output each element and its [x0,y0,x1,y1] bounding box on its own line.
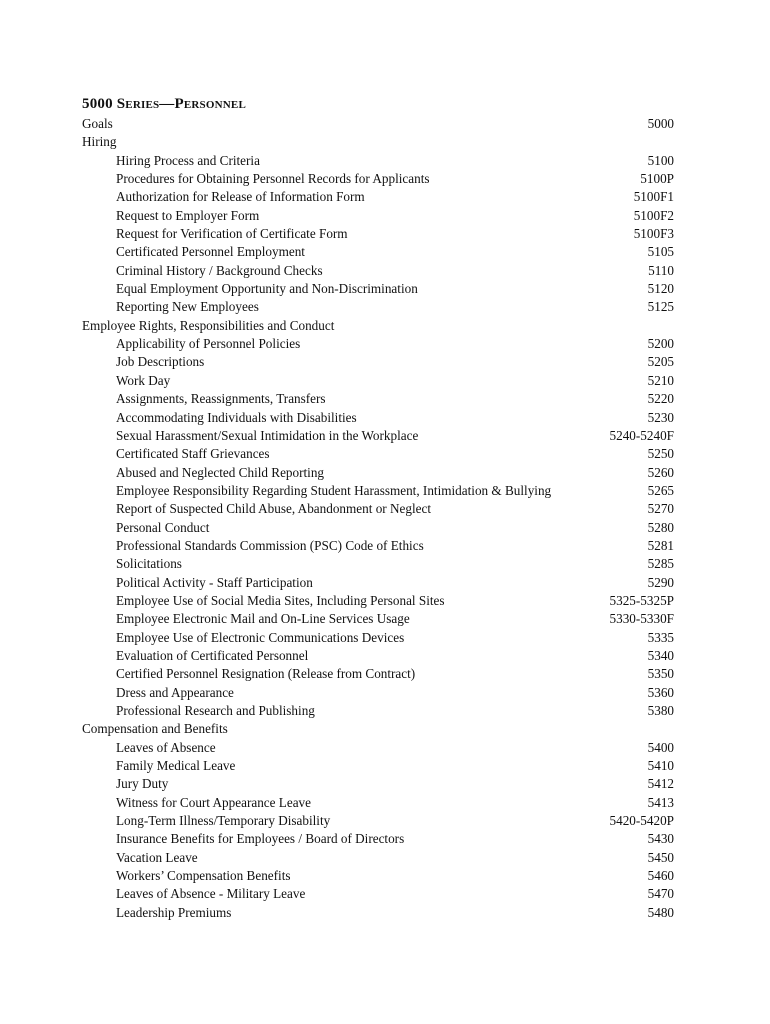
toc-entry [82,610,674,628]
toc-entry-label: Hiring [82,134,117,150]
toc-entry-page: 5205 [647,354,674,370]
toc-entry-label: Leaves of Absence - Military Leave [116,886,306,902]
toc-entry-label: Insurance Benefits for Employees / Board of Directors [116,831,405,847]
toc-entry-label: Witness for Court Appearance Leave [116,794,312,810]
toc-entry [82,225,674,243]
toc-entry [82,665,674,683]
toc-entry [82,170,674,188]
toc-entry [82,519,674,537]
toc-entry [82,188,674,206]
toc-entry-label: Employee Use of Social Media Sites, Including Personal Sites [116,592,445,608]
toc-entry-label: Employee Rights, Responsibilities and Conduct [82,317,335,333]
toc-entry-label: Family Medical Leave [116,758,236,774]
toc-entry-page: 5380 [647,703,674,718]
toc-entry-label: Vacation Leave [116,849,198,865]
toc-entry-page: 5413 [647,794,674,810]
toc-entry-label: Job Descriptions [116,354,205,370]
toc-entry-page: 5100F2 [633,207,674,223]
toc-entry [82,849,674,867]
toc-entry-label: Reporting New Employees [116,299,259,315]
toc-entry-label: Criminal History / Background Checks [116,262,323,278]
toc-section-heading [82,115,674,133]
toc-entry-page: 5410 [647,758,674,774]
toc-entry-page: 5265 [647,482,674,498]
toc-entry [82,353,674,371]
toc-entry-label: Certificated Staff Grievances [116,446,270,462]
toc-entry-page: 5285 [647,556,674,572]
toc-entry-label: Jury Duty [116,776,169,792]
toc-entry-label: Goals [82,116,113,131]
toc-entry [82,794,674,812]
toc-entry [82,647,674,665]
toc-entry [82,152,674,170]
toc-entry-page: 5230 [647,409,674,425]
toc-entry-label: Solicitations [116,556,182,572]
toc-entry-page: 5335 [647,629,674,645]
toc-entry-label: Political Activity - Staff Participation [116,574,313,590]
toc-entry-page: 5420-5420P [609,813,674,829]
toc-entry [82,500,674,518]
toc-entry-page: 5281 [647,537,674,553]
toc-entry-page: 5110 [648,262,674,278]
toc-entry-label: Employee Responsibility Regarding Student Harassment, Intimidation & Bullying [116,482,552,498]
toc-entry-page: 5240-5240F [609,427,674,443]
toc-entry-label: Professional Standards Commission (PSC) Code of Ethics [116,537,424,553]
toc-entry-page: 5210 [647,372,674,388]
toc-entry-page: 5340 [647,647,674,663]
toc-entry-page: 5450 [647,849,674,865]
page-title: 5000 Series—Personnel [82,96,246,112]
toc-entry-page: 5430 [647,831,674,847]
toc-entry [82,262,674,280]
toc-section-heading [82,133,674,151]
toc-entry [82,739,674,757]
toc-entry-page: 5100 [647,152,674,168]
toc-entry-label: Applicability of Personnel Policies [116,336,301,352]
toc-entry-label: Procedures for Obtaining Personnel Records for Applicants [116,171,430,187]
toc-entry-label: Abused and Neglected Child Reporting [116,464,325,480]
toc-entry-page: 5000 [647,116,674,131]
toc-entry-page: 5400 [647,739,674,755]
toc-entry-label: Leadership Premiums [116,904,232,920]
toc-entry [82,280,674,298]
toc-entry-label: Professional Research and Publishing [116,703,315,718]
toc-entry-label: Employee Use of Electronic Communications Devices [116,629,405,645]
toc-entry-page: 5360 [647,684,674,700]
toc-section-heading [82,720,674,738]
toc-entry-label: Employee Electronic Mail and On-Line Services Usage [116,611,410,627]
toc-entry-label: Leaves of Absence [116,739,216,755]
toc-entry [82,574,674,592]
toc-entry-page: 5100F1 [633,189,674,205]
toc-entry-page: 5120 [647,281,674,297]
toc-entry-label: Certificated Personnel Employment [116,244,305,260]
toc-entry-label: Workers’ Compensation Benefits [116,868,291,884]
toc-entry [82,775,674,793]
toc-entry-page: 5200 [647,336,674,352]
toc-entry-label: Dress and Appearance [116,684,234,700]
toc-entry-page: 5412 [647,776,674,792]
toc-entry [82,537,674,555]
toc-entry-page: 5470 [647,886,674,902]
toc-entry-label: Compensation and Benefits [82,721,228,737]
toc-entry [82,684,674,702]
toc-entry [82,372,674,390]
toc-entry-page: 5460 [647,868,674,884]
toc-entry [82,592,674,610]
toc-entry-label: Certified Personnel Resignation (Release from Contract) [116,666,416,682]
toc-entry-label: Sexual Harassment/Sexual Intimidation in the Workplace [116,427,419,443]
toc-entry [82,904,674,922]
toc-entry-label: Personal Conduct [116,519,210,535]
toc-entry [82,702,674,720]
toc-entry-page: 5350 [647,666,674,682]
toc-entry-label: Request to Employer Form [116,207,260,223]
toc-section-heading [82,317,674,335]
toc-entry [82,298,674,316]
toc-entry-label: Assignments, Reassignments, Transfers [116,391,326,407]
toc-entry-label: Equal Employment Opportunity and Non-Discrimination [116,281,418,297]
toc-entry-page: 5480 [647,904,674,920]
toc-entry [82,812,674,830]
toc-entry-label: Evaluation of Certificated Personnel [116,647,309,663]
toc-entry-page: 5100F3 [633,226,674,242]
toc-entry-label: Accommodating Individuals with Disabilities [116,409,357,425]
toc-entry-label: Request for Verification of Certificate Form [116,226,348,242]
toc-entry [82,830,674,848]
toc-entry-label: Authorization for Release of Information Form [116,189,365,205]
toc-entry-page: 5250 [647,446,674,462]
toc-entry [82,464,674,482]
toc-entry [82,629,674,647]
toc-entry [82,445,674,463]
toc-entry [82,409,674,427]
toc-entry [82,207,674,225]
toc-entry [82,757,674,775]
toc-entry-page: 5260 [647,464,674,480]
toc-entry-label: Report of Suspected Child Abuse, Abandonment or Neglect [116,501,431,517]
toc-entry-page: 5270 [647,501,674,517]
toc-entry [82,885,674,903]
toc-entry-page: 5330-5330F [609,611,674,627]
toc-entry-page: 5280 [647,519,674,535]
toc-entry [82,243,674,261]
toc-entry [82,335,674,353]
toc-entry-label: Hiring Process and Criteria [116,152,260,168]
toc-entry-page: 5290 [647,574,674,590]
toc-entry-page: 5325-5325P [609,592,674,608]
toc-entry-page: 5100P [640,171,674,187]
table-of-contents [82,115,674,922]
toc-entry-page: 5220 [647,391,674,407]
toc-entry [82,390,674,408]
toc-entry [82,555,674,573]
toc-entry [82,427,674,445]
toc-entry [82,867,674,885]
toc-entry [82,482,674,500]
toc-entry-page: 5105 [647,244,674,260]
toc-entry-page: 5125 [647,299,674,315]
toc-entry-label: Long-Term Illness/Temporary Disability [116,813,331,829]
toc-entry-label: Work Day [116,372,171,388]
